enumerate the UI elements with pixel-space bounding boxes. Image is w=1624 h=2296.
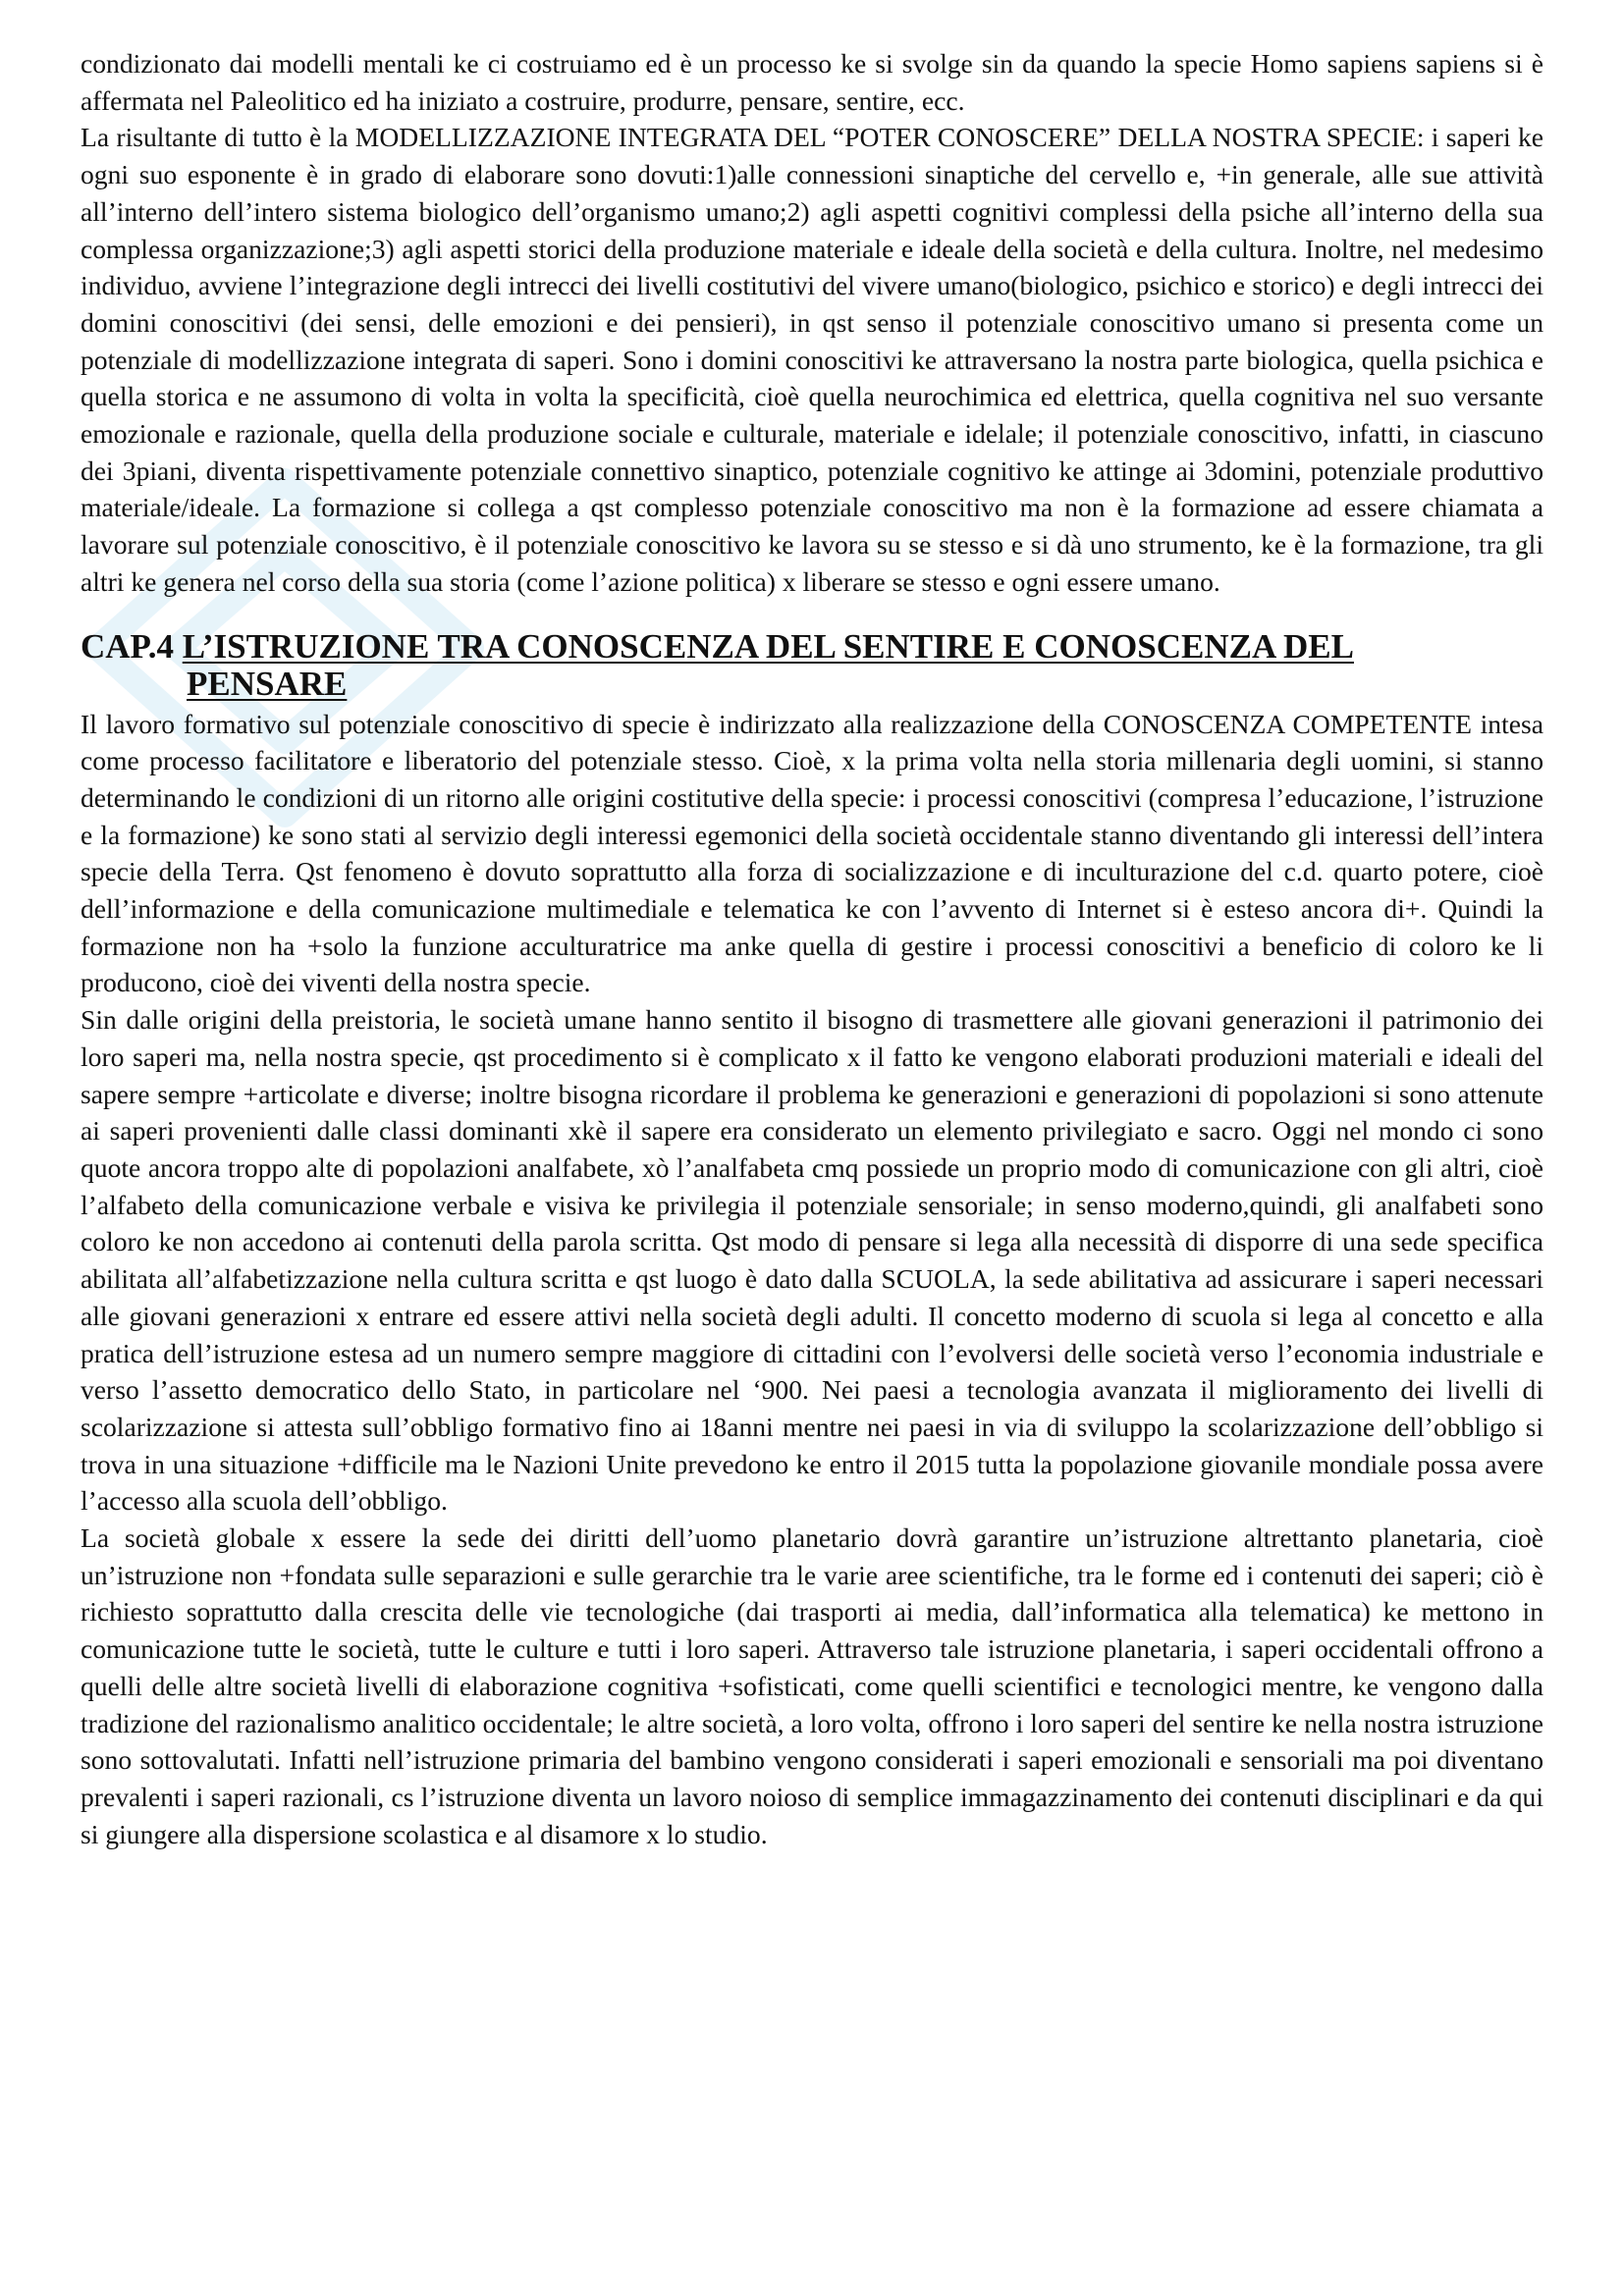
document-page: [81, 45, 1543, 1852]
paragraph: Sin dalle origini della preistoria, le società umane hanno sentito il bisogno di trasmettere alle giovani generazioni il patrimonio dei loro saperi ma, nella nostra specie, qst procedimento si è complicato x il fatto ke vengono elaborati produzioni materiali e ideali del sapere sempre +articolate e diverse; inoltre bisogna ricordare il problema ke generazioni e generazioni di popolazioni si sono attenute ai saperi provenienti dalle classi dominanti xkè il sapere era considerato un elemento privilegiato e sacro. Oggi nel mondo ci sono quote ancora troppo alte di popolazioni analfabete, xò l’analfabeta cmq possiede un proprio modo di comunicazione con gli altri, cioè l’alfabeto della comunicazione verbale e visiva ke privilegia il potenziale sensoriale; in senso moderno,quindi, gli analfabeti sono coloro ke non accedono ai contenuti della parola scritta. Qst modo di pensare si lega alla necessità di disporre di una sede specifica abilitata all’alfabetizzazione nella cultura scritta e qst luogo è dato dalla SCUOLA, la sede abilitativa ad assicurare i saperi necessari alle giovani generazioni x entrare ed essere attivi nella società degli adulti. Il concetto moderno di scuola si lega al concetto e alla pratica dell’istruzione estesa ad un numero sempre maggiore di cittadini con l’evolversi delle società verso l’economia industriale e verso l’assetto democratico dello Stato, in particolare nel ‘900. Nei paesi a tecnologia avanzata il miglioramento dei livelli di scolarizzazione si attesta sull’obbligo formativo fino ai 18anni mentre nei paesi in via di sviluppo la scolarizzazione dell’obbligo si trova in una situazione +difficile ma le Nazioni Unite prevedono ke entro il 2015 tutta la popolazione giovanile mondiale possa avere l’accesso alla scuola dell’obbligo.: [81, 1004, 1543, 1517]
chapter-number: CAP.4: [81, 626, 174, 666]
chapter-heading: [81, 628, 1543, 703]
paragraph: La società globale x essere la sede dei diritti dell’uomo planetario dovrà garantire un’istruzione altrettanto planetaria, cioè un’istruzione non +fondata sulle separazioni e sulle gerarchie tra le varie aree scientifiche, tra le forme ed i contenuti dei saperi; ciò è richiesto soprattutto dalla crescita delle vie tecnologiche (dai trasporti ai media, dall’informatica alla telematica) ke mettono in comunicazione tutte le società, tutte le culture e tutti i loro saperi. Attraverso tale istruzione planetaria, i saperi occidentali offrono a quelli delle altre società livelli di elaborazione cognitiva +sofisticati, come quelli scientifici e tecnologici mentre, ke vengono dalla tradizione del razionalismo analitico occidentale; le altre società, a loro volta, offrono i loro saperi del sentire ke nella nostra istruzione sono sottovalutati. Infatti nell’istruzione primaria del bambino vengono considerati i saperi emozionali e sensoriali ma poi diventano prevalenti i saperi razionali, cs l’istruzione diventa un lavoro noioso di semplice immagazzinamento dei contenuti disciplinari e da qui si giungere alla dispersione scolastica e al disamore x lo studio.: [81, 1522, 1543, 1849]
chapter-title-line1: L’ISTRUZIONE TRA CONOSCENZA DEL SENTIRE E CONOSCENZA DEL: [182, 626, 1354, 666]
chapter-title-line2: PENSARE: [187, 664, 348, 703]
paragraph: La risultante di tutto è la MODELLIZZAZIONE INTEGRATA DEL “POTER CONOSCERE” DELLA NOSTRA SPECIE: i saperi ke ogni suo esponente è in grado di elaborare sono dovuti:1)alle connessioni sinaptiche del cervello e, +in generale, alle sue attività all’interno dell’intero sistema biologico dell’organismo umano;2) agli aspetti cognitivi complessi della psiche all’interno della sua complessa organizzazione;3) agli aspetti storici della produzione materiale e ideale della società e della cultura. Inoltre, nel medesimo individuo, avviene l’integrazione degli intrecci dei livelli costitutivi del vivere umano(biologico, psichico e storico) e degli intrecci dei domini conoscitivi (dei sensi, delle emozioni e dei pensieri), in qst senso il potenziale conoscitivo umano si presenta come un potenziale di modellizzazione integrata di saperi. Sono i domini conoscitivi ke attraversano la nostra parte biologica, quella psichica e quella storica e ne assumono di volta in volta la specificità, cioè quella neurochimica ed elettrica, quella cognitiva nel suo versante emozionale e razionale, quella della produzione sociale e culturale, materiale e idelale; il potenziale conoscitivo, infatti, in ciascuno dei 3piani, diventa rispettivamente potenziale connettivo sinaptico, potenziale cognitivo ke attinge ai 3domini, potenziale produttivo materiale/ideale. La formazione si collega a qst complesso potenziale conoscitivo ma non è la formazione ad essere chiamata a lavorare sul potenziale conoscitivo, è il potenziale conoscitivo ke lavora su se stesso e si dà uno strumento, ke è la formazione, tra gli altri ke genera nel corso della sua storia (come l’azione politica) x liberare se stesso e ogni essere umano.: [81, 122, 1543, 597]
paragraph: Il lavoro formativo sul potenziale conoscitivo di specie è indirizzato alla realizzazione della CONOSCENZA COMPETENTE intesa come processo facilitatore e liberatorio del potenziale stesso. Cioè, x la prima volta nella storia millenaria degli uomini, si stanno determinando le condizioni di un ritorno alle origini costitutive della specie: i processi conoscitivi (compresa l’educazione, l’istruzione e la formazione) ke sono stati al servizio degli interessi egemonici della società occidentale stanno diventando gli interessi dell’intera specie della Terra. Qst fenomeno è dovuto soprattutto alla forza di socializzazione e di inculturazione del c.d. quarto potere, cioè dell’informazione e della comunicazione multimediale e telematica ke con l’avvento di Internet si è esteso ancora di+. Quindi la formazione non ha +solo la funzione acculturatrice ma anke quella di gestire i processi conoscitivi a beneficio di coloro ke li producono, cioè dei viventi della nostra specie.: [81, 708, 1543, 998]
paragraph: condizionato dai modelli mentali ke ci costruiamo ed è un processo ke si svolge sin da quando la specie Homo sapiens sapiens si è affermata nel Paleolitico ed ha iniziato a costruire, produrre, pensare, sentire, ecc.: [81, 48, 1543, 116]
